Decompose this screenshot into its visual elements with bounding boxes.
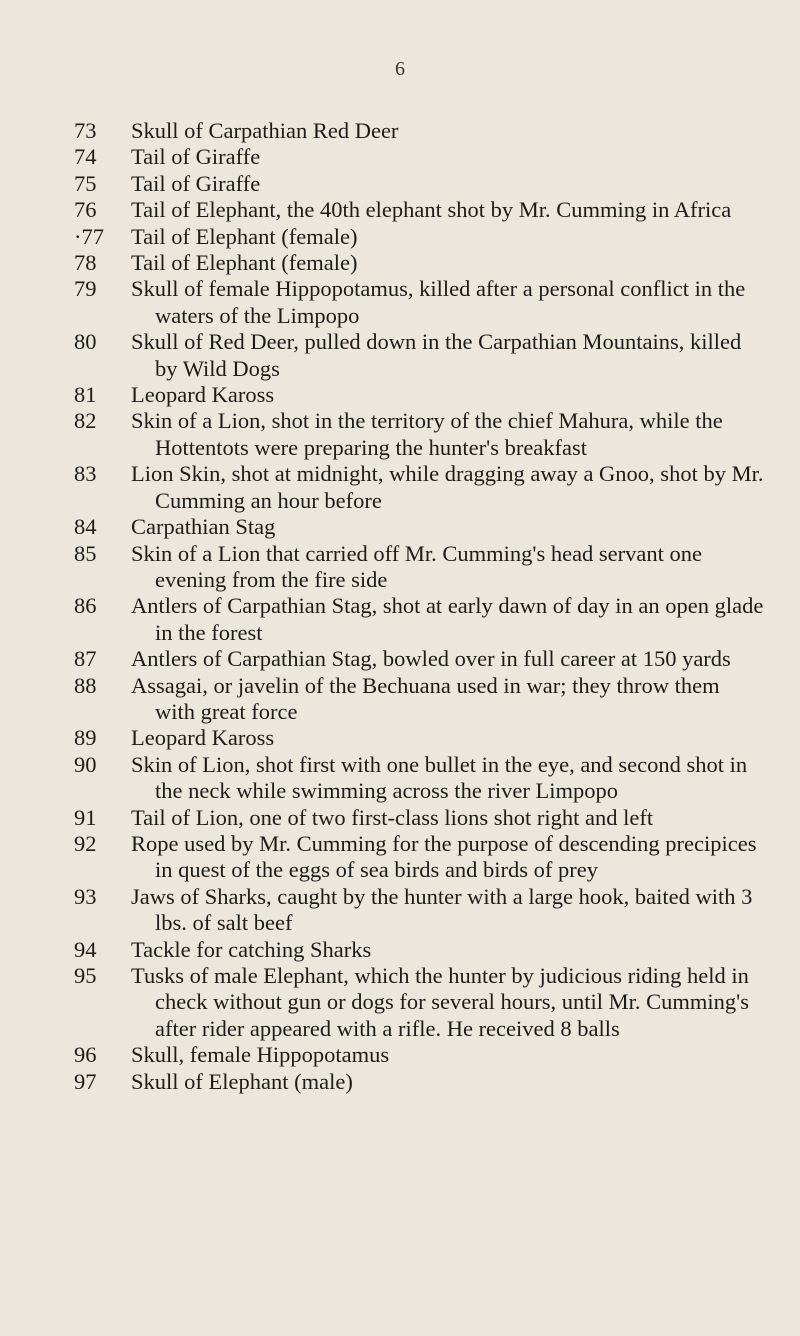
entry-text: Tail of Giraffe: [131, 170, 261, 196]
entry-number: 79: [74, 276, 97, 302]
entry-text: Tackle for catching Sharks: [131, 936, 372, 962]
entry-text: Tusks of male Elephant, which the hunter by judicious riding held in check without gun or dogs for several hours, until Mr. Cumming's after rider appeared with a rifle. He received 8 balls: [131, 963, 749, 1041]
entry-text: Tail of Giraffe: [131, 144, 261, 170]
entry-text: Skin of Lion, shot first with one bullet in the eye, and second shot in the neck while swimming across the river Limpopo: [131, 751, 748, 804]
entry-number: 93: [74, 883, 97, 909]
entry-number: 92: [74, 830, 97, 856]
catalogue-entry: [74, 329, 764, 382]
entry-number: 78: [74, 250, 97, 276]
entry-number: 89: [74, 725, 97, 751]
catalogue-entry: [74, 118, 764, 144]
entry-number: 85: [74, 540, 97, 566]
entry-text: Tail of Elephant, the 40th elephant shot by Mr. Cumming in Africa: [131, 197, 732, 223]
catalogue-entry: [74, 1069, 764, 1095]
catalogue-list: [74, 118, 764, 1095]
entry-text: Leopard Kaross: [131, 725, 275, 751]
catalogue-entry: [74, 831, 764, 884]
entry-number: 76: [74, 197, 97, 223]
catalogue-entry: [74, 1042, 764, 1068]
entry-text: Carpathian Stag: [131, 514, 276, 540]
entry-number: ·77: [74, 223, 104, 249]
catalogue-entry: [74, 541, 764, 594]
entry-number: 91: [74, 804, 97, 830]
catalogue-entry: [74, 144, 764, 170]
entry-number: 80: [74, 329, 97, 355]
entry-text: Skin of a Lion that carried off Mr. Cumming's head servant one evening from the fire side: [131, 540, 703, 592]
entry-number: 75: [74, 170, 97, 196]
catalogue-entry: [74, 408, 764, 461]
catalogue-entry: [74, 171, 764, 197]
entry-number: 95: [74, 963, 97, 988]
entry-text: Skull of Red Deer, pulled down in the Carpathian Mountains, killed by Wild Dogs: [131, 329, 742, 381]
entry-text: Assagai, or javelin of the Bechuana used in war; they throw them with great force: [131, 672, 720, 724]
catalogue-entry: [74, 805, 764, 831]
catalogue-entry: [74, 673, 764, 726]
catalogue-entry: [74, 725, 764, 751]
entry-number: 83: [74, 461, 97, 487]
entry-text: Antlers of Carpathian Stag, bowled over in full career at 150 yards: [131, 646, 731, 672]
entry-text: Skull of female Hippopotamus, killed after a personal conflict in the waters of the Limpopo: [131, 276, 746, 328]
entry-text: Skull of Elephant (male): [131, 1068, 353, 1094]
catalogue-entry: [74, 514, 764, 540]
entry-number: 90: [74, 751, 97, 777]
entry-number: 84: [74, 514, 97, 540]
catalogue-entry: [74, 884, 764, 937]
entry-number: 82: [74, 408, 97, 434]
catalogue-entry: [74, 752, 764, 805]
entry-text: Antlers of Carpathian Stag, shot at early dawn of day in an open glade in the forest: [131, 593, 764, 645]
catalogue-entry: [74, 224, 764, 250]
entry-text: Tail of Lion, one of two first-class lions shot right and left: [131, 804, 654, 830]
entry-number: 81: [74, 382, 97, 408]
catalogue-entry: [74, 461, 764, 514]
entry-number: 74: [74, 144, 97, 170]
catalogue-entry: [74, 593, 764, 646]
entry-number: 87: [74, 646, 97, 672]
entry-text: Lion Skin, shot at midnight, while dragging away a Gnoo, shot by Mr. Cumming an hour before: [131, 461, 764, 513]
catalogue-entry: [74, 197, 764, 223]
catalogue-entry: [74, 250, 764, 276]
entry-text: Jaws of Sharks, caught by the hunter with a large hook, baited with 3 lbs. of salt beef: [131, 883, 753, 936]
entry-text: Rope used by Mr. Cumming for the purpose of descending precipices in quest of the eggs of sea birds and birds of prey: [131, 830, 757, 883]
page-number: 6: [395, 58, 405, 80]
entry-number: 94: [74, 936, 97, 962]
catalogue-entry: [74, 937, 764, 963]
entry-text: Skin of a Lion, shot in the territory of the chief Mahura, while the Hottentots were preparing the hunter's breakfast: [131, 408, 723, 460]
catalogue-entry: [74, 963, 764, 1042]
entry-number: 73: [74, 118, 97, 143]
catalogue-entry: [74, 646, 764, 672]
entry-number: 88: [74, 672, 97, 698]
entry-number: 86: [74, 593, 97, 619]
entry-text: Leopard Kaross: [131, 382, 275, 408]
entry-number: 97: [74, 1068, 97, 1094]
entry-number: 96: [74, 1042, 97, 1068]
catalogue-entry: [74, 382, 764, 408]
entry-text: Skull of Carpathian Red Deer: [131, 118, 399, 143]
entry-text: Skull, female Hippopotamus: [131, 1042, 390, 1068]
catalogue-entry: [74, 276, 764, 329]
entry-text: Tail of Elephant (female): [131, 250, 358, 276]
entry-text: Tail of Elephant (female): [131, 223, 358, 249]
